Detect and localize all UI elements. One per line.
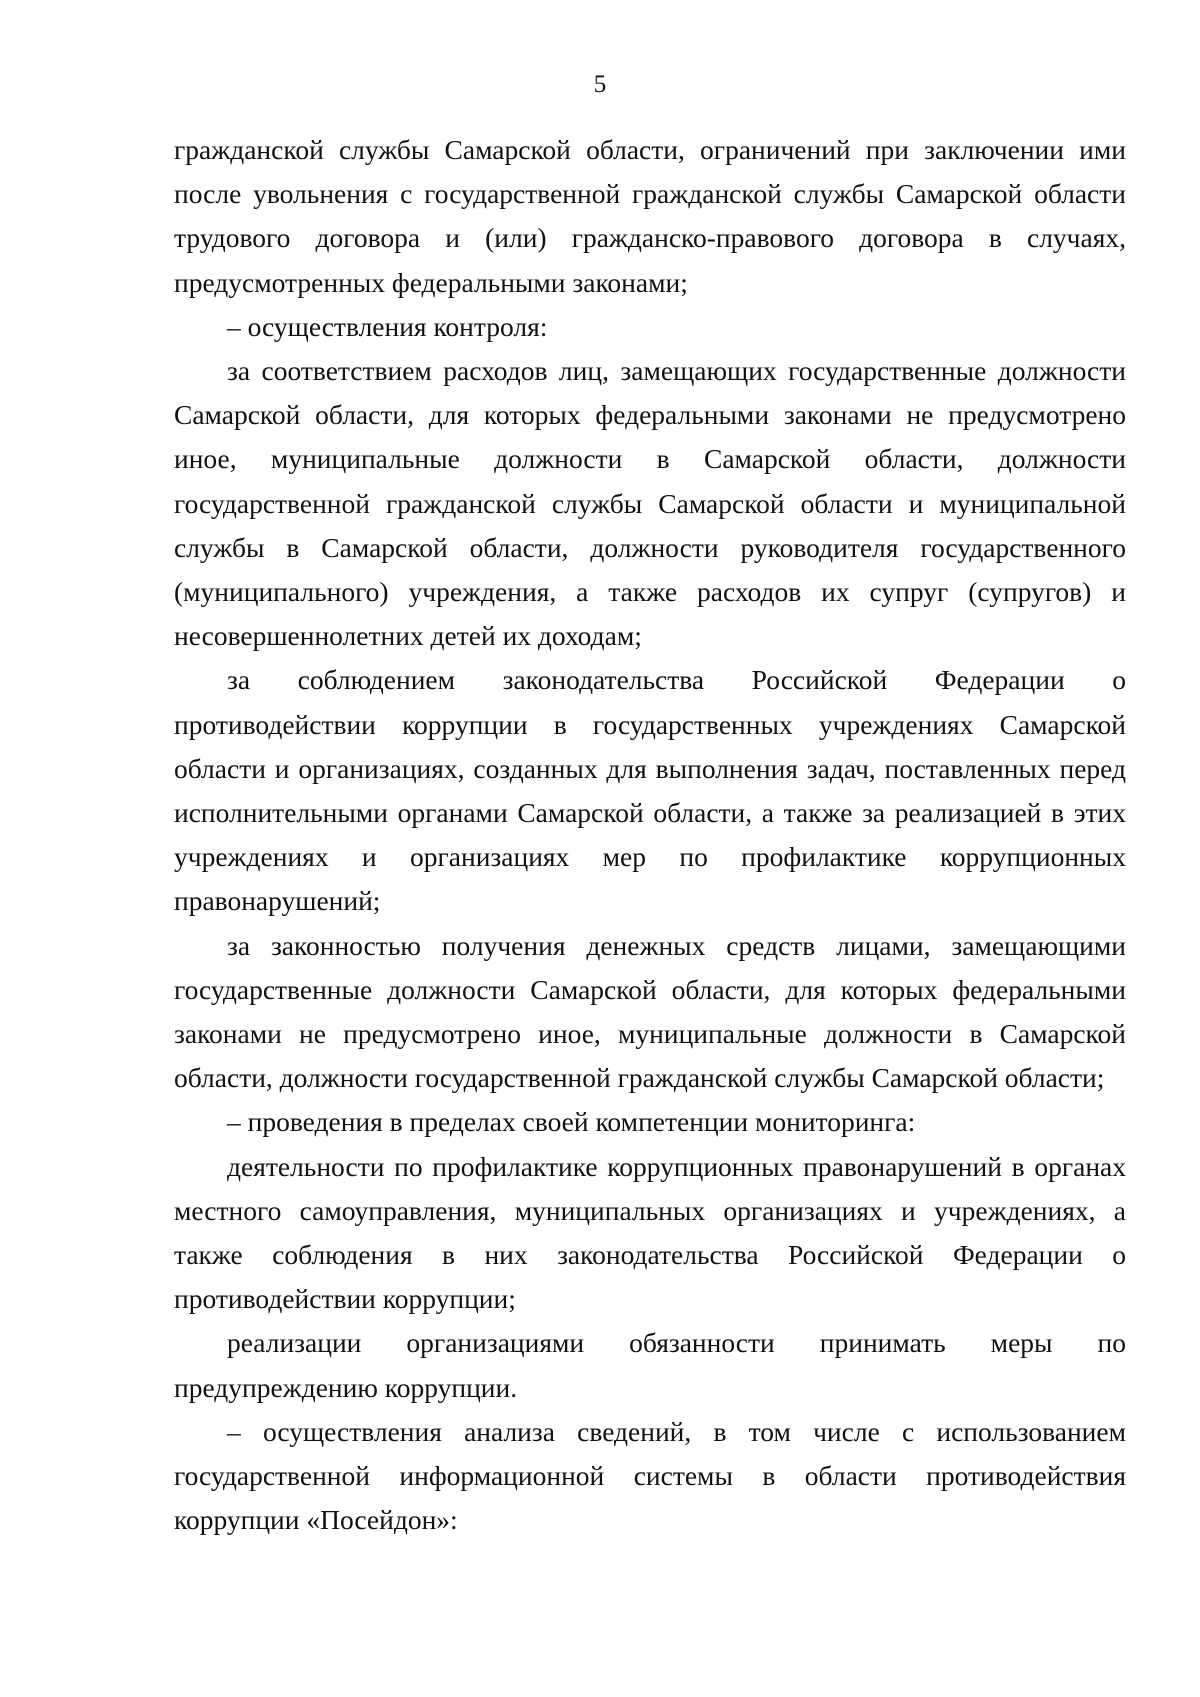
paragraph-4: за соблюдением законодательства Российской Федерации о противодействии коррупции в государственных учреждениях Самарской области и организациях, созданных для выполнения задач, поставленных перед исполнительными органами Самарской области, а также за реализацией в этих учреждениях и организациях мер по профилактике коррупционных правонарушений; <box>174 664 1126 917</box>
paragraph-6: – проведения в пределах своей компетенции мониторинга: <box>227 1106 916 1138</box>
paragraph-5: за законностью получения денежных средств лицами, замещающими государственные должности Самарской области, для которых федеральными законами не предусмотрено иное, муниципальные должности в Самарской области, должности государственной гражданской службы Самарской области; <box>174 929 1126 1094</box>
paragraph-9: – осуществления анализа сведений, в том числе с использованием государственной информационной системы в области противодействия коррупции «Посейдон»: <box>174 1415 1126 1536</box>
page-number: 5 <box>593 71 607 98</box>
paragraph-3: за соответствием расходов лиц, замещающих государственные должности Самарской области, для которых федеральными законами не предусмотрено иное, муниципальные должности в Самарской области, должности государственной гражданской службы Самарской области и муниципальной службы в Самарской области, должности руководителя государственного (муниципального) учреждения, а также расходов их супруг (супругов) и несовершеннолетних детей их доходам; <box>174 355 1126 652</box>
paragraph-7: деятельности по профилактике коррупционных правонарушений в органах местного самоуправления, муниципальных организациях и учреждениях, а также соблюдения в них законодательства Российской Федерации о противодействии коррупции; <box>174 1150 1126 1315</box>
paragraph-2: – осуществления контроля: <box>227 310 548 342</box>
paragraph-1: гражданской службы Самарской области, ограничений при заключении ими после увольнения с государственной гражданской службы Самарской области трудового договора и (или) гражданско-правового договора в случаях, предусмотренных федеральными законами; <box>174 134 1126 298</box>
document-body <box>174 128 1126 1543</box>
paragraph-8: реализации организациями обязанности принимать меры по предупреждению коррупции. <box>174 1327 1126 1403</box>
